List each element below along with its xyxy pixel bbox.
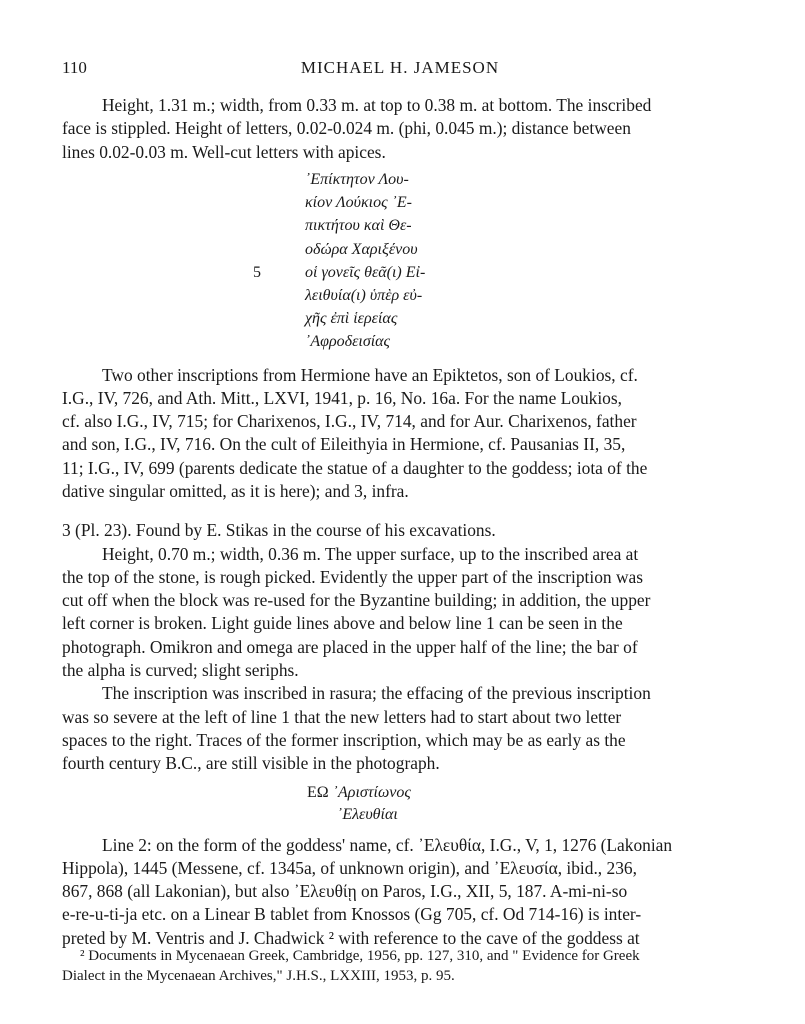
inscription-line: ᾿Ελευθίαι [337,805,398,823]
inscription-word: ᾿Αριστίωνος [332,783,411,801]
paragraph-line-2-commentary [62,834,738,950]
text-line: photograph. Omikron and omega are placed in the upper half of the line; the bar of [62,636,638,657]
page-number: 110 [62,58,87,77]
inscription-text-1 [253,168,738,354]
footnote-line: ² Documents in Mycenaean Greek, Cambridge, 1956, pp. 127, 310, and " Evidence for Greek [80,948,640,964]
text-line: I.G., IV, 726, and Ath. Mitt., LXVI, 1941, p. 16, No. 16a. For the name Loukios, [62,387,622,408]
text-line: face is stippled. Height of letters, 0.02-0.024 m. (phi, 0.045 m.); distance between [62,118,631,139]
page-header [62,58,738,82]
inscription-line: χῆς ἐπὶ ἱερείας [305,310,398,328]
text-line: 11; I.G., IV, 699 (parents dedicate the statue of a daughter to the goddess; iota of the [62,457,648,478]
text-line: spaces to the right. Traces of the former inscription, which may be as early as the [62,729,626,750]
text-line: 867, 868 (all Lakonian), but also ᾿Ελευθίῃ on Paros, I.G., XII, 5, 187. A-mi-ni-so [62,881,628,902]
text-line: was so severe at the left of line 1 that the new letters had to start about two letter [62,706,622,727]
inscription-line: λειθυία(ι) ὑπὲρ εὐ- [305,286,423,304]
paragraph-section-3-a [62,543,738,683]
running-head: MICHAEL H. JAMESON [300,58,500,77]
paragraph-section-3-b [62,682,738,775]
text-line: left corner is broken. Light guide lines above and below line 1 can be seen in the [62,613,623,634]
text-line: cut off when the block was re-used for the Byzantine building; in addition, the upper [62,590,651,611]
text-line: Hippola), 1445 (Messene, cf. 1345a, of unknown origin), and ᾿Ελευσία, ibid., 236, [62,857,637,878]
text-line: lines 0.02-0.03 m. Well-cut letters with apices. [62,141,386,162]
text-line: The inscription was inscribed in rasura; the effacing of the previous inscription [102,683,651,704]
text-line: Height, 1.31 m.; width, from 0.33 m. at top to 0.38 m. at bottom. The inscribed [102,95,652,115]
paragraph-dimensions [62,94,738,164]
text-line: preted by M. Ventris and J. Chadwick ² with reference to the cave of the goddess at [62,927,640,948]
text-line: fourth century B.C., are still visible in the photograph. [62,753,440,774]
inscription-line: ᾿Επίκτητον Λου- [305,170,409,188]
footnote [62,946,738,986]
inscription-line: οἱ γονεῖς θεᾶ(ι) Εἰ- [305,263,426,281]
footnote-line: Dialect in the Mycenaean Archives," J.H.S., LXXIII, 1953, p. 95. [62,968,455,984]
text-line: dative singular omitted, as it is here); and 3, infra. [62,481,409,501]
text-line: Two other inscriptions from Hermione have an Epiktetos, son of Loukios, cf. [102,364,638,385]
line-number: 5 [253,263,261,281]
inscription-line: πικτήτου καὶ Θε- [305,217,412,235]
inscription-line: ᾿Αφροδεισίας [305,333,391,351]
text-line: the top of the stone, is rough picked. Evidently the upper part of the inscription was [62,566,644,587]
inscription-line-numbered [253,261,738,284]
inscription-erasure-letters: ΕΩ [307,783,329,801]
text-line: the alpha is curved; slight seriphs. [62,660,299,681]
inscription-line [307,782,738,804]
page-body [62,94,738,950]
inscription-line: οδώρα Χαριξένου [305,240,418,258]
paragraph-commentary [62,364,738,504]
inscription-text-2 [307,782,738,826]
text-line: cf. also I.G., IV, 715; for Charixenos, I.G., IV, 714, and for Aur. Charixenos, father [62,411,637,432]
text-line: e-re-u-ti-ja etc. on a Linear B tablet from Knossos (Gg 705, cf. Od 714-16) is inter- [62,904,642,925]
inscription-line: κίον Λούκιος ᾿Ε- [305,194,412,212]
text-line: Height, 0.70 m.; width, 0.36 m. The upper surface, up to the inscribed area at [102,543,639,564]
text-line: Line 2: on the form of the goddess' name, cf. ᾿Ελευθία, I.G., V, 1, 1276 (Lakonian [102,834,673,855]
text-line: and son, I.G., IV, 716. On the cult of Eileithyia in Hermione, cf. Pausanias II, 35, [62,434,626,455]
section-3-heading: 3 (Pl. 23). Found by E. Stikas in the course of his excavations. [62,520,496,541]
